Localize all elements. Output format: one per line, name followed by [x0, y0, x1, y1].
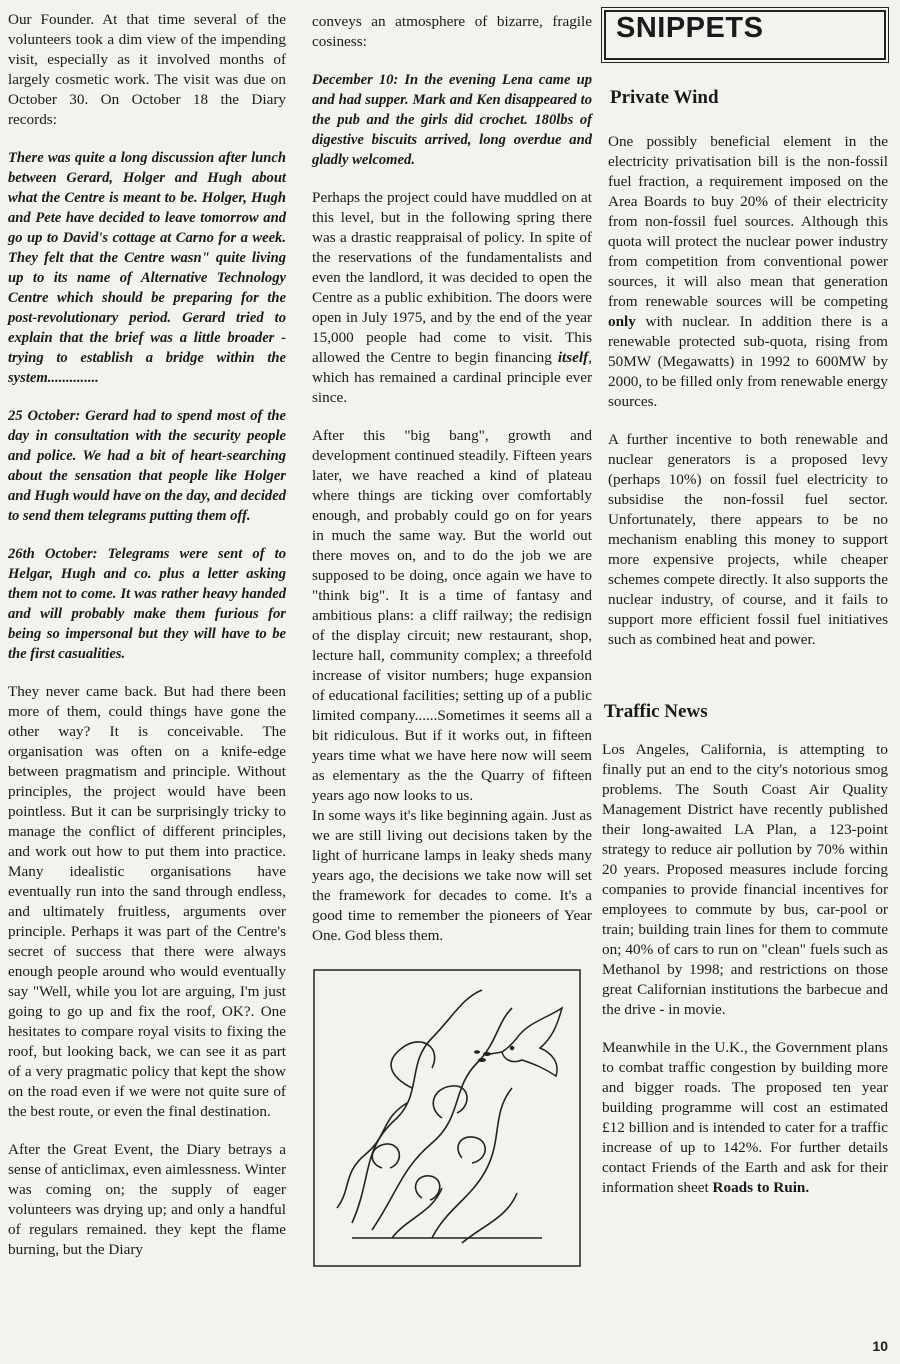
- diary-extract: There was quite a long discussion after lunch between Gerard, Holger and Hugh about what the Centre is meant to be. Holger, Hugh and Pete have decided to leave tomorrow and go up to David's cottage at Carno for a week. They felt that the Centre wasn" quite living up to its name of Alternative Technology Centre which should be preparing for the post-revolutionary period. Gerard tried to explain that the brief was a little broader - trying to establish a bridge within the system..............: [8, 150, 286, 386]
- dove-tree-illustration: [312, 968, 582, 1268]
- traffic-news-section: [602, 702, 888, 1198]
- text-run: with nuclear. In addition there is a renewable protected sub-quota, rising from 50MW (Megawatts) in 1992 to 600MW by 2000, to be filled only from renewable energy sources.: [608, 313, 888, 410]
- section-heading: Traffic News: [604, 701, 708, 722]
- diary-extract: 25 October: Gerard had to spend most of the day in consultation with the security people and police. We had a bit of heart-searching about the sensation that people like Holger and Hugh would have on the day, and decided to send them telegrams putting them off.: [8, 408, 286, 524]
- paragraph: Los Angeles, California, is attempting to finally put an end to the city's notorious smog problems. The South Coast Air Quality Management District have recently published their long-awaited LA Plan, a 123-point strategy to reduce air pollution by 70% within 20 years. Proposed measures include forcing companies to provide financial incentives for employees to commute by bus, car-pool or train; building train lines for them to commute on; 40% of cars to run on "clean" fuels such as Methanol by 1998; and restrictions on those great Californian institutions the barbecue and the drive - in movie.: [602, 741, 888, 1018]
- private-wind-section: [602, 88, 888, 650]
- column-right: [602, 8, 888, 1198]
- page-number: 10: [872, 1338, 888, 1354]
- paragraph: They never came back. But had there been more of them, could things have gone the other way? It is conceivable. The organisation was often on a knife-edge between pragmatism and principle. Without principles, the project would have been pointless. But it can be surprisingly tricky to manage the conflict of different principles, and work out how to put them into practice. Many idealistic organisations have eventually run into the sand through endless, and ultimately fruitless, arguments over principle. Perhaps it was part of the Centre's secret of success that there were always enough people around who would eventually say "Well, while you lot are arguing, I'm just going to go up and fix the roof, OK?. One hesitates to compare royal visits to fixing the roof, but looking back, we can see it as part of a very pragmatic policy that kept the show on the road even if we were not quite sure of the best route, or even the final destination.: [8, 683, 286, 1120]
- paragraph: conveys an atmosphere of bizarre, fragile cosiness:: [312, 13, 592, 50]
- diary-extract: 26th October: Telegrams were sent of to Helgar, Hugh and co. plus a letter asking them not to come. It was rather heavy handed and will probably make them furious for being so impersonal but they will have to be the first casualities.: [8, 546, 286, 662]
- paragraph: [602, 1038, 888, 1198]
- text-run: , which has remained a cardinal principle ever since.: [312, 349, 592, 406]
- paragraph: Our Founder. At that time several of the volunteers took a dim view of the impending visit, especially as it involved months of largely cosmetic work. The visit was due on October 30. On October 18 the Diary records:: [8, 11, 286, 128]
- emphasis: itself: [557, 349, 589, 366]
- text-run: Meanwhile in the U.K., the Government plans to combat traffic congestion by building more and bigger roads. The proposed ten year building programme will cost an estimated £12 billion and is intended to cater for a traffic increase of up to 142%. For further details contact Friends of the Earth and ask for their information sheet: [602, 1039, 888, 1196]
- paragraph: [312, 188, 592, 408]
- paragraph: [608, 132, 888, 412]
- snippets-title-box: SNIPPETS: [604, 10, 886, 60]
- paragraph: After the Great Event, the Diary betrays a sense of anticlimax, even aimlessness. Winter was coming on; the supply of eager volunteers was drying up; and only a handful of regulars remained. they kept the flame burning, but the Diary: [8, 1141, 286, 1258]
- paragraph: After this "big bang", growth and development continued steadily. Fifteen years later, we have reached a kind of plateau where things are ticking over comfortably enough, and probably could go on for years in much the same way. But the world out there moves on, and to do the job we are supposed to be doing, once again we have to "think big". It is a time of fantasy and ambitious plans: a cliff railway; the redisign of the display circuit; new restaurant, shop, lecture hall, community complex; a threefold increase of visitor numbers; huge expansion of educational facilities; setting up of a public limited company......Sometimes it seems all a bit ridiculous. But if it works out, in fifteen years time what we have here now will seem as elementary as the the Quarry of fifteen years ago now looks to us.: [312, 427, 592, 804]
- emphasis: only: [608, 313, 636, 330]
- emphasis: Roads to Ruin.: [712, 1179, 810, 1196]
- column-left: [8, 10, 286, 1260]
- paragraph: In some ways it's like beginning again. Just as we are still living out decisions taken by the light of hurricane lamps in leaky sheds many years ago, the decisions we take now will set the framework for decades to come. It's a good time to remember the pioneers of Year One. God bless them.: [312, 807, 592, 944]
- diary-extract: December 10: In the evening Lena came up and had supper. Mark and Ken disappeared to the pub and the girls did crochet. 180lbs of digestive biscuits arrived, long overdue and gladly welcomed.: [312, 72, 592, 168]
- text-run: One possibly beneficial element in the electricity privatisation bill is the non-fossil fuel fraction, a requirement imposed on the Area Boards to buy 20% of their electricity from non-fossil fuel sources. Although this quota will protect the nuclear power industry from competition from conventional power sources, it will also mean that generation from renewable sources will be competing: [608, 133, 888, 310]
- column-middle: [312, 12, 592, 1268]
- text-run: Perhaps the project could have muddled on at this level, but in the following spring there was a drastic reappraisal of policy. In spite of the reservations of the fundamentalists and even the landlord, it was decided to open the Centre as a public exhibition. The doors were open in July 1975, and by the end of the year 15,000 people had come to visit. This allowed the Centre to begin financing: [312, 189, 592, 366]
- paragraph: A further incentive to both renewable and nuclear generators is a proposed levy (perhaps 10%) on fossil fuel electricity to subsidise the non-fossil fuel sector. Unfortunately, there appears to be no mechanism enabling this money to support more expensive projects, while cheaper schemes compete directly. It also supports the nuclear industry, of course, and it fails to support more efficient fossil fuel initiatives such as combined heat and power.: [608, 431, 888, 648]
- section-heading: Private Wind: [610, 87, 719, 108]
